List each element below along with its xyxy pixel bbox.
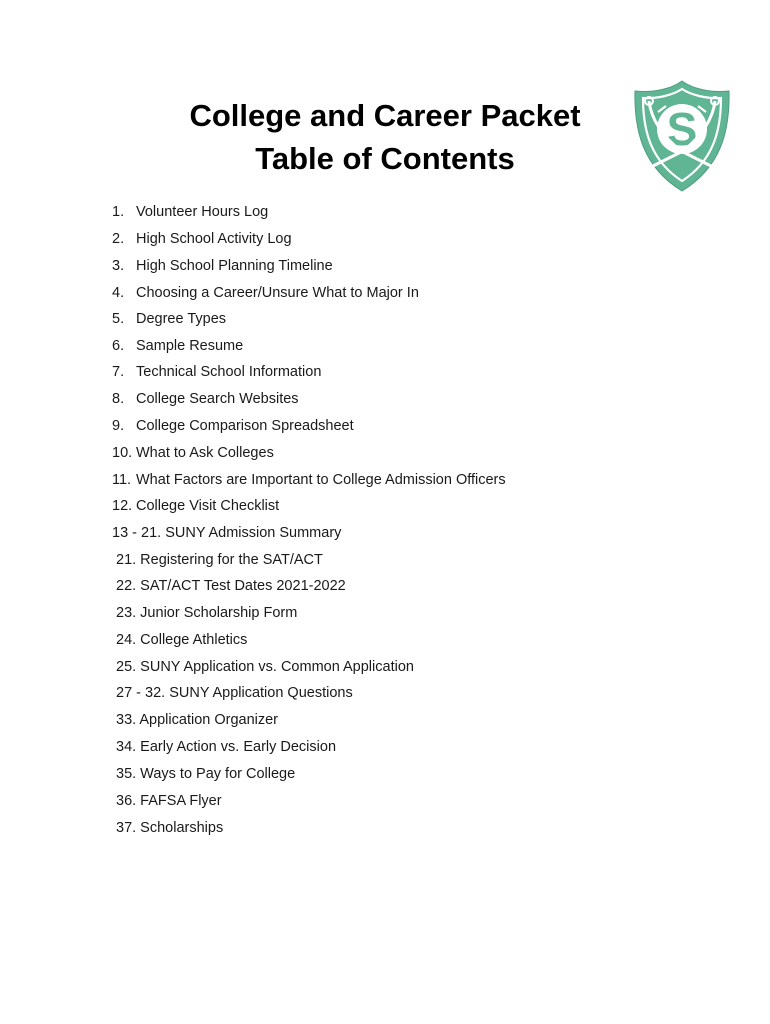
toc-item-label: What Factors are Important to College Admission Officers bbox=[136, 472, 506, 488]
toc-item-label: High School Activity Log bbox=[136, 231, 292, 247]
toc-item-number: 8. bbox=[112, 391, 125, 407]
toc-item-number: 9. bbox=[112, 418, 125, 434]
svg-text:S: S bbox=[666, 103, 698, 155]
toc-item-number: 11. bbox=[112, 472, 132, 488]
toc-item-label: What to Ask Colleges bbox=[136, 445, 274, 461]
toc-item-label: 36. FAFSA Flyer bbox=[116, 793, 222, 809]
toc-item-label: College Search Websites bbox=[136, 391, 299, 407]
toc-item-label: Degree Types bbox=[136, 311, 227, 327]
toc-item-label: 13 - 21. SUNY Admission Summary bbox=[112, 525, 342, 541]
toc-item-label: 33. Application Organizer bbox=[116, 712, 279, 728]
toc-item-number: 1. bbox=[112, 204, 125, 220]
toc-item-label: High School Planning Timeline bbox=[136, 258, 333, 274]
toc-item-label: College Visit Checklist bbox=[136, 498, 280, 514]
toc-item-label: 34. Early Action vs. Early Decision bbox=[116, 739, 337, 755]
toc-item-label: 22. SAT/ACT Test Dates 2021-2022 bbox=[116, 578, 346, 594]
toc-item-number: 4. bbox=[112, 285, 125, 301]
toc-item-label: College Comparison Spreadsheet bbox=[136, 418, 354, 434]
toc-item-label: 23. Junior Scholarship Form bbox=[116, 605, 298, 621]
toc-item-label: 21. Registering for the SAT/ACT bbox=[116, 552, 323, 568]
toc-item-number: 5. bbox=[112, 311, 125, 327]
toc-item-number: 7. bbox=[112, 364, 125, 380]
toc-item-label: 35. Ways to Pay for College bbox=[116, 766, 296, 782]
toc-item-label: Choosing a Career/Unsure What to Major In bbox=[136, 285, 419, 301]
toc-item-number: 2. bbox=[112, 231, 125, 247]
toc-item-number: 3. bbox=[112, 258, 125, 274]
toc-item-label: 37. Scholarships bbox=[116, 820, 224, 836]
toc-item-label: Volunteer Hours Log bbox=[136, 204, 269, 220]
toc-item-label: 27 - 32. SUNY Application Questions bbox=[116, 685, 353, 701]
toc-item-label: Technical School Information bbox=[136, 364, 322, 380]
toc-item-label: 24. College Athletics bbox=[116, 632, 248, 648]
toc-item-label: 25. SUNY Application vs. Common Application bbox=[116, 659, 414, 675]
title-line-2: Table of Contents bbox=[255, 141, 515, 176]
title-line-1: College and Career Packet bbox=[189, 98, 581, 133]
toc-item-label: Sample Resume bbox=[136, 338, 244, 354]
toc-item-number: 6. bbox=[112, 338, 125, 354]
toc-item-number: 12. bbox=[112, 498, 133, 514]
toc-item-number: 10. bbox=[112, 445, 133, 461]
